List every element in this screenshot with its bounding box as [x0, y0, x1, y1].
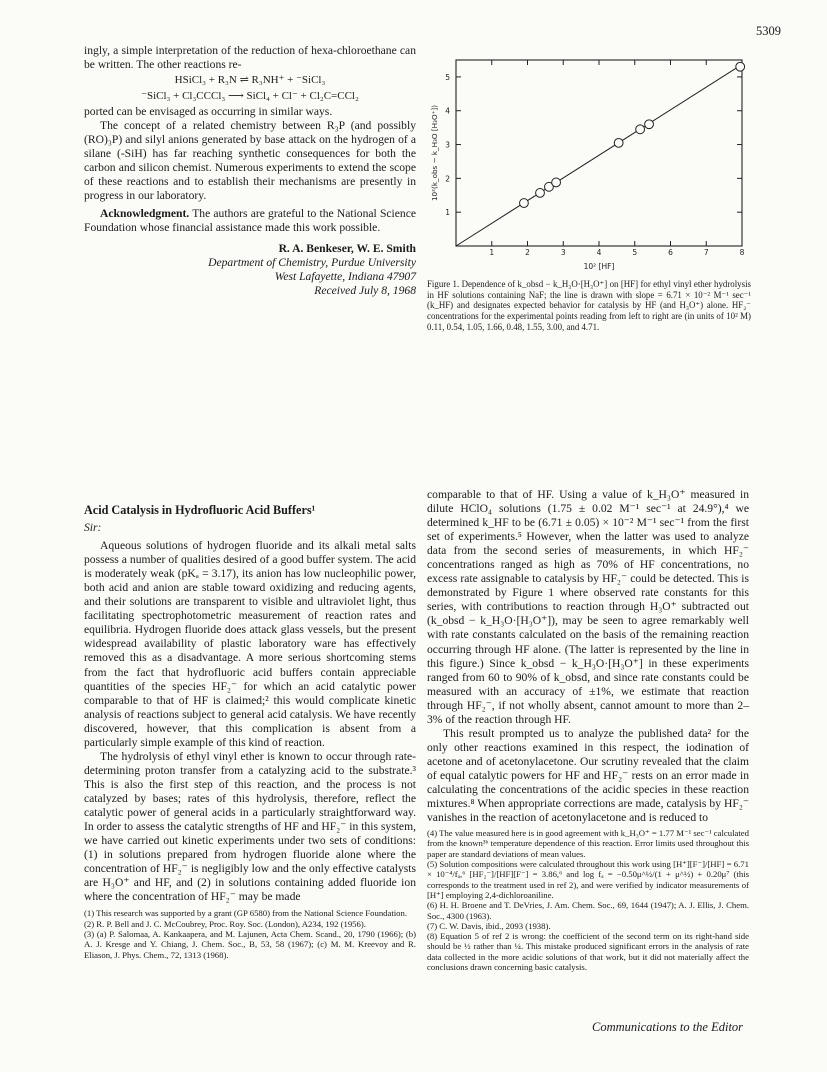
- figure-1: [430, 54, 750, 272]
- x-tick-label: 7: [703, 248, 709, 257]
- x-axis-label: 10² [HF]: [583, 262, 615, 271]
- x-tick-label: 6: [668, 248, 673, 257]
- data-point: [736, 62, 745, 71]
- article-title: Acid Catalysis in Hydrofluoric Acid Buffers¹: [84, 503, 316, 517]
- x-tick-label: 8: [739, 248, 745, 257]
- acknowledgment: [84, 207, 416, 235]
- received-date: Received July 8, 1968: [314, 283, 416, 297]
- y-tick-label: 1: [445, 208, 450, 218]
- x-tick-label: 5: [632, 248, 638, 257]
- continued-paragraph-end: ported can be envisaged as occurring in similar ways.: [84, 105, 333, 119]
- data-point: [552, 178, 561, 187]
- right-bottom-column: [427, 488, 749, 972]
- figure-caption: Figure 1. Dependence of k_obsd − k_H₃O·[H₃O⁺] on [HF] for ethyl vinyl ether hydrolysis in HF solutions containing NaF; the line is drawn with slope = 6.71 × 10⁻² M⁻¹ sec⁻¹ (k_HF) and designates expected behavior for catalysis by HF (and H₃O⁺) alone. HF₂⁻ concentrations for the experimental points reading from left to right are (in units of 10² M) 0.11, 0.54, 1.05, 1.66, 0.48, 1.55, 3.00, and 4.71.: [427, 279, 751, 332]
- x-tick-label: 4: [596, 248, 602, 257]
- left-bottom-column: [84, 503, 416, 960]
- data-point: [614, 138, 623, 147]
- y-tick-label: 4: [445, 106, 450, 116]
- data-point: [645, 120, 654, 129]
- footnote-6: (6) H. H. Broene and T. DeVries, J. Am. Chem. Soc., 69, 1644 (1947); A. J. Ellis, J. Chem. Soc., 4300 (1963).: [427, 900, 749, 921]
- footnote-8: (8) Equation 5 of ref 2 is wrong: the coefficient of the second term on its right-hand side should be ½ rather than ¼. This mistake produced significant errors in the analysis of rate data collected in the more acidic solutions of that work, but it did not materially affect the conclusions drawn concerning basic catalysis.: [427, 931, 749, 972]
- footnote-1: (1) This research was supported by a grant (GP 6580) from the National Science Foundation.: [84, 908, 408, 919]
- acknowledgment-text: The authors are grateful to the National Science Foundation whose financial assistance made this work possible.: [84, 207, 416, 235]
- footnote-7: (7) C. W. Davis, ibid., 2093 (1938).: [427, 920, 551, 931]
- footnote-3: (3) (a) P. Salomaa, A. Kankaapera, and M. Lajunen, Acta Chem. Scand., 20, 1790 (1966); (b) A. J. Kresge and Y. Chiang, J. Chem. Soc., B, 53, 58 (1967); (c) M. M. Kreevoy and R. Eliason, J. Phys. Chem., 72, 1313 (1968).: [84, 928, 416, 960]
- authors: R. A. Benkeser, W. E. Smith: [278, 241, 416, 255]
- footnotes-left: [84, 908, 416, 959]
- footnote-2: (2) R. P. Bell and J. C. McCoubrey, Proc. Roy. Soc. (London), A234, 192 (1956).: [84, 918, 366, 929]
- results-paragraph: comparable to that of HF. Using a value of k_H₃O⁺ measured in dilute HClO₄ solutions (1.75 ± 0.02 M⁻¹ sec⁻¹ at 24.9°),⁴ we determined k_HF to be (6.71 ± 0.05) × 10⁻² M⁻¹ sec⁻¹ from the first set of experiments.⁵ However, when the latter was used to analyze data from the second series of measurements, in which HF₂⁻ concentrations ranged as high as 70% of HF concentrations, no excess rate assignable to catalysis by HF₂⁻ could be detected. This is demonstrated by Figure 1 where observed rate constants for this series, with contributions to reaction through H₃O⁺ subtracted out (k_obsd − k_H₃O·[H₃O⁺]), may be seen to agree remarkably well with rate constants calculated on the basis of the remaining reaction occurring through HF alone. (The latter is represented by the line in this figure.) Since k_obsd − k_H₃O·[H₃O⁺] in these experiments ranged from 60 to 90% of k_obsd, and since rate constants could be measured with an accuracy of ±1%, we estimate that reaction through HF₂⁻, if not wholly absent, cannot amount to more than 2–3% of the reaction through HF.: [427, 488, 749, 726]
- intro-paragraph: Aqueous solutions of hydrogen fluoride and its alkali metal salts possess a number of qualities desired of a good buffer system. The acid is moderately weak (pKₐ = 3.17), its anion has low nucleophilic power, both acid and anion are stable toward oxidizing and reducing agents, and their solutions are transparent to visible and ultraviolet light, thus facilitating spectrophotometric measurement of reaction rates and equilibria. Hydrogen fluoride does attack glass vessels, but the present widespread availability of plastic laboratory ware has effectively removed this as a disadvantage. A more serious shortcoming stems from the fact that hydrofluoric acid buffers contain appreciable quantities of the species HF₂⁻ for which an acid catalytic power comparable to that of HF is claimed;² this would complicate kinetic analysis of reactions subject to general acid catalysis. We have recently discovered, however, that this complication is absent from a particularly simple example of this kind of reaction.: [84, 539, 416, 749]
- data-point: [536, 189, 545, 198]
- acknowledgment-heading: Acknowledgment.: [100, 207, 190, 221]
- equation-2: ⁻SiCl₃ + Cl₃CCCl₃ ⟶ SiCl₄ + Cl⁻ + Cl₂C=CCl₂: [141, 90, 359, 103]
- y-axis-label: 10²(k_obs − k_H₃O [H₃O⁺]): [430, 104, 439, 202]
- left-top-column: [84, 44, 416, 298]
- journal-section-footer: Communications to the Editor: [592, 1020, 744, 1034]
- y-tick-label: 5: [445, 72, 450, 82]
- signature-block: [84, 242, 416, 298]
- plot-frame: [456, 60, 742, 246]
- footnote-4: (4) The value measured here is in good agreement with k_H₃O⁺ = 1.77 M⁻¹ sec⁻¹ calculated from the known³ᵇ temperature dependence of this reaction. Error limits used throughout this paper are standard deviations of mean values.: [427, 828, 750, 859]
- fit-line: [456, 64, 742, 246]
- data-point: [520, 199, 529, 208]
- equation-1: HSiCl₃ + R₃N ⇌ R₃NH⁺ + ⁻SiCl₃: [174, 74, 326, 87]
- analysis-paragraph: This result prompted us to analyze the published data² for the only other reactions examined in this respect, the iodination of acetone and of acetonylacetone. Our scrutiny revealed that the claim of equal catalytic powers for HF and HF₂⁻ rests on an error made in calculating the concentrations of the acidic species in these reaction mixtures.⁸ When appropriate corrections are made, catalysis by HF₂⁻ vanishes in the reaction of acetonylacetone and is reduced to: [427, 726, 749, 825]
- concept-paragraph: The concept of a related chemistry between R₃P (and possibly (RO)₃P) and silyl anions generated by base attack on the hydrogen of a silane (-SiH) has far reaching synthetic consequences for both the carbon and silicon chemist. Numerous experiments to extend the scope of these reactions and to establish their mechanisms are presently in progress in our laboratory.: [84, 119, 416, 203]
- y-tick-label: 2: [445, 174, 450, 184]
- y-tick-label: 3: [445, 140, 450, 150]
- continued-paragraph: ingly, a simple interpretation of the reduction of hexa-chloroethane can be written. The other reactions re-: [84, 44, 416, 72]
- affiliation-2: West Lafayette, Indiana 47907: [274, 269, 416, 283]
- page-number: 5309: [756, 24, 781, 38]
- data-point: [636, 125, 645, 134]
- x-tick-label: 2: [525, 248, 530, 257]
- footnote-5: (5) Solution compositions were calculated throughout this work using [H⁺][F⁻]/[HF] = 6.71 × 10⁻⁴/fₐ,⁶ [HF₂⁻]/[HF][F⁻] = 3.86,⁶ and log fₐ = −0.50μ^½/(1 + μ^½) + 0.20μ⁷ (this corresponds to the treatment used in ref 2), and were verified by indicator measurements of [H⁺] employing 2,4-dichloroaniline.: [427, 859, 749, 900]
- salutation: Sir:: [84, 521, 102, 535]
- affiliation-1: Department of Chemistry, Purdue University: [208, 255, 416, 269]
- footnotes-right: [427, 828, 749, 972]
- x-tick-label: 1: [489, 248, 495, 257]
- figure-1-chart: [430, 54, 750, 272]
- hydrolysis-paragraph: The hydrolysis of ethyl vinyl ether is known to occur through rate-determining proton transfer from a catalyzing acid to the substrate.³ This is also the first step of this reaction, and the process is not catalyzed by bases; rates of this hydrolysis, therefore, reflect the catalytic power of general acids in a particularly straightforward way. In order to assess the catalytic strengths of HF and HF₂⁻ in this system, we have carried out kinetic experiments under two sets of conditions: (1) in solutions prepared from hydrogen fluoride alone where the concentration of HF₂⁻ is negligibly low and the only effective catalysts are H₃O⁺ and HF, and (2) in solutions containing added fluoride ion where the concentration of HF₂⁻ may be made: [84, 749, 416, 904]
- x-tick-label: 3: [560, 248, 566, 257]
